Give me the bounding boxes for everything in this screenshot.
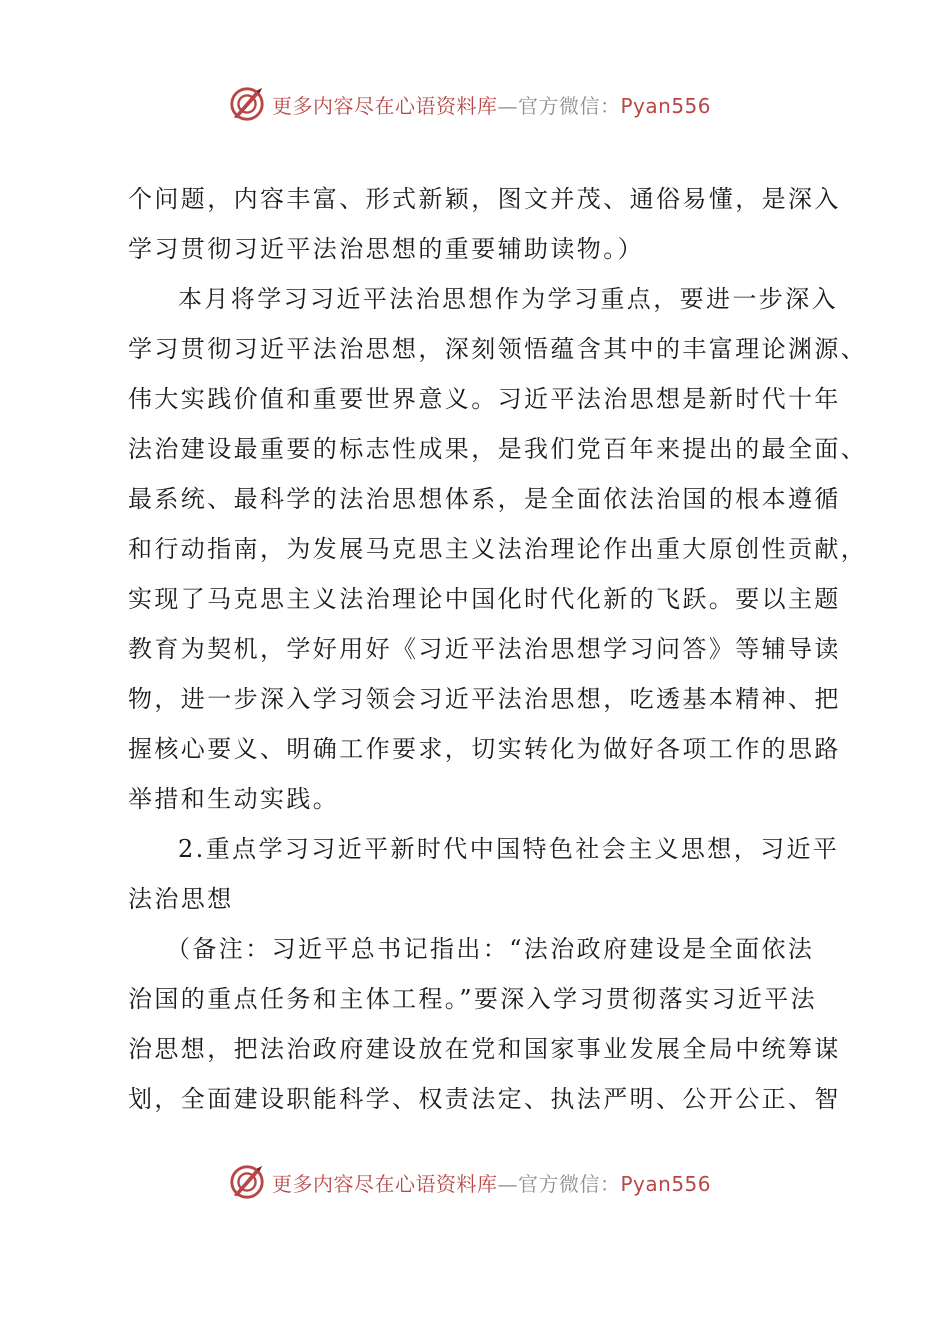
- body-line: 治国的重点任务和主体工程。”要深入学习贯彻落实习近平法: [128, 985, 818, 1013]
- body-line: 举措和生动实践。: [128, 785, 340, 813]
- body-line: 和行动指南，为发展马克思主义法治理论作出重大原创性贡献，: [128, 535, 868, 563]
- footer-watermark-banner: [228, 1162, 748, 1202]
- body-line: 伟大实践价值和重要世界意义。习近平法治思想是新时代十年: [128, 385, 841, 413]
- banner-wechat-id: Pyan556: [620, 93, 712, 118]
- document-body: [128, 174, 868, 1124]
- section-heading-continued: 法治思想: [128, 885, 234, 913]
- body-line: 个问题，内容丰富、形式新颖，图文并茂、通俗易懂，是深入: [128, 185, 841, 213]
- banner-wechat-label: 官方微信：: [518, 1171, 621, 1196]
- banner-wechat-id: Pyan556: [620, 1171, 712, 1196]
- banner-title: 更多内容尽在心语资料库: [272, 93, 498, 118]
- quill-pen-circle-icon: [228, 85, 266, 123]
- section-heading: 2.重点学习习近平新时代中国特色社会主义思想，习近平: [178, 835, 840, 863]
- banner-wechat-label: 官方微信：: [518, 93, 621, 118]
- body-line: 法治建设最重要的标志性成果，是我们党百年来提出的最全面、: [128, 435, 868, 463]
- body-line: 物，进一步深入学习领会习近平法治思想，吃透基本精神、把: [128, 685, 841, 713]
- body-line: （备注：习近平总书记指出：“法治政府建设是全面依法: [166, 935, 815, 963]
- body-line: 实现了马克思主义法治理论中国化时代化新的飞跃。要以主题: [128, 585, 841, 613]
- banner-dash: —: [497, 1171, 518, 1196]
- body-line: 教育为契机，学好用好《习近平法治思想学习问答》等辅导读: [128, 635, 841, 663]
- body-line: 治思想，把法治政府建设放在党和国家事业发展全局中统筹谋: [128, 1035, 841, 1063]
- body-line: 最系统、最科学的法治思想体系，是全面依法治国的根本遵循: [128, 485, 841, 513]
- banner-title: 更多内容尽在心语资料库: [272, 1171, 498, 1196]
- body-line: 划，全面建设职能科学、权责法定、执法严明、公开公正、智: [128, 1085, 841, 1113]
- body-line: 学习贯彻习近平法治思想的重要辅助读物。）: [128, 235, 644, 263]
- header-watermark-banner: [228, 84, 748, 124]
- body-line: 握核心要义、明确工作要求，切实转化为做好各项工作的思路: [128, 735, 841, 763]
- quill-pen-circle-icon: [228, 1163, 266, 1201]
- banner-dash: —: [497, 93, 518, 118]
- body-line: 学习贯彻习近平法治思想，深刻领悟蕴含其中的丰富理论渊源、: [128, 335, 868, 363]
- body-line: 本月将学习习近平法治思想作为学习重点，要进一步深入: [178, 285, 838, 313]
